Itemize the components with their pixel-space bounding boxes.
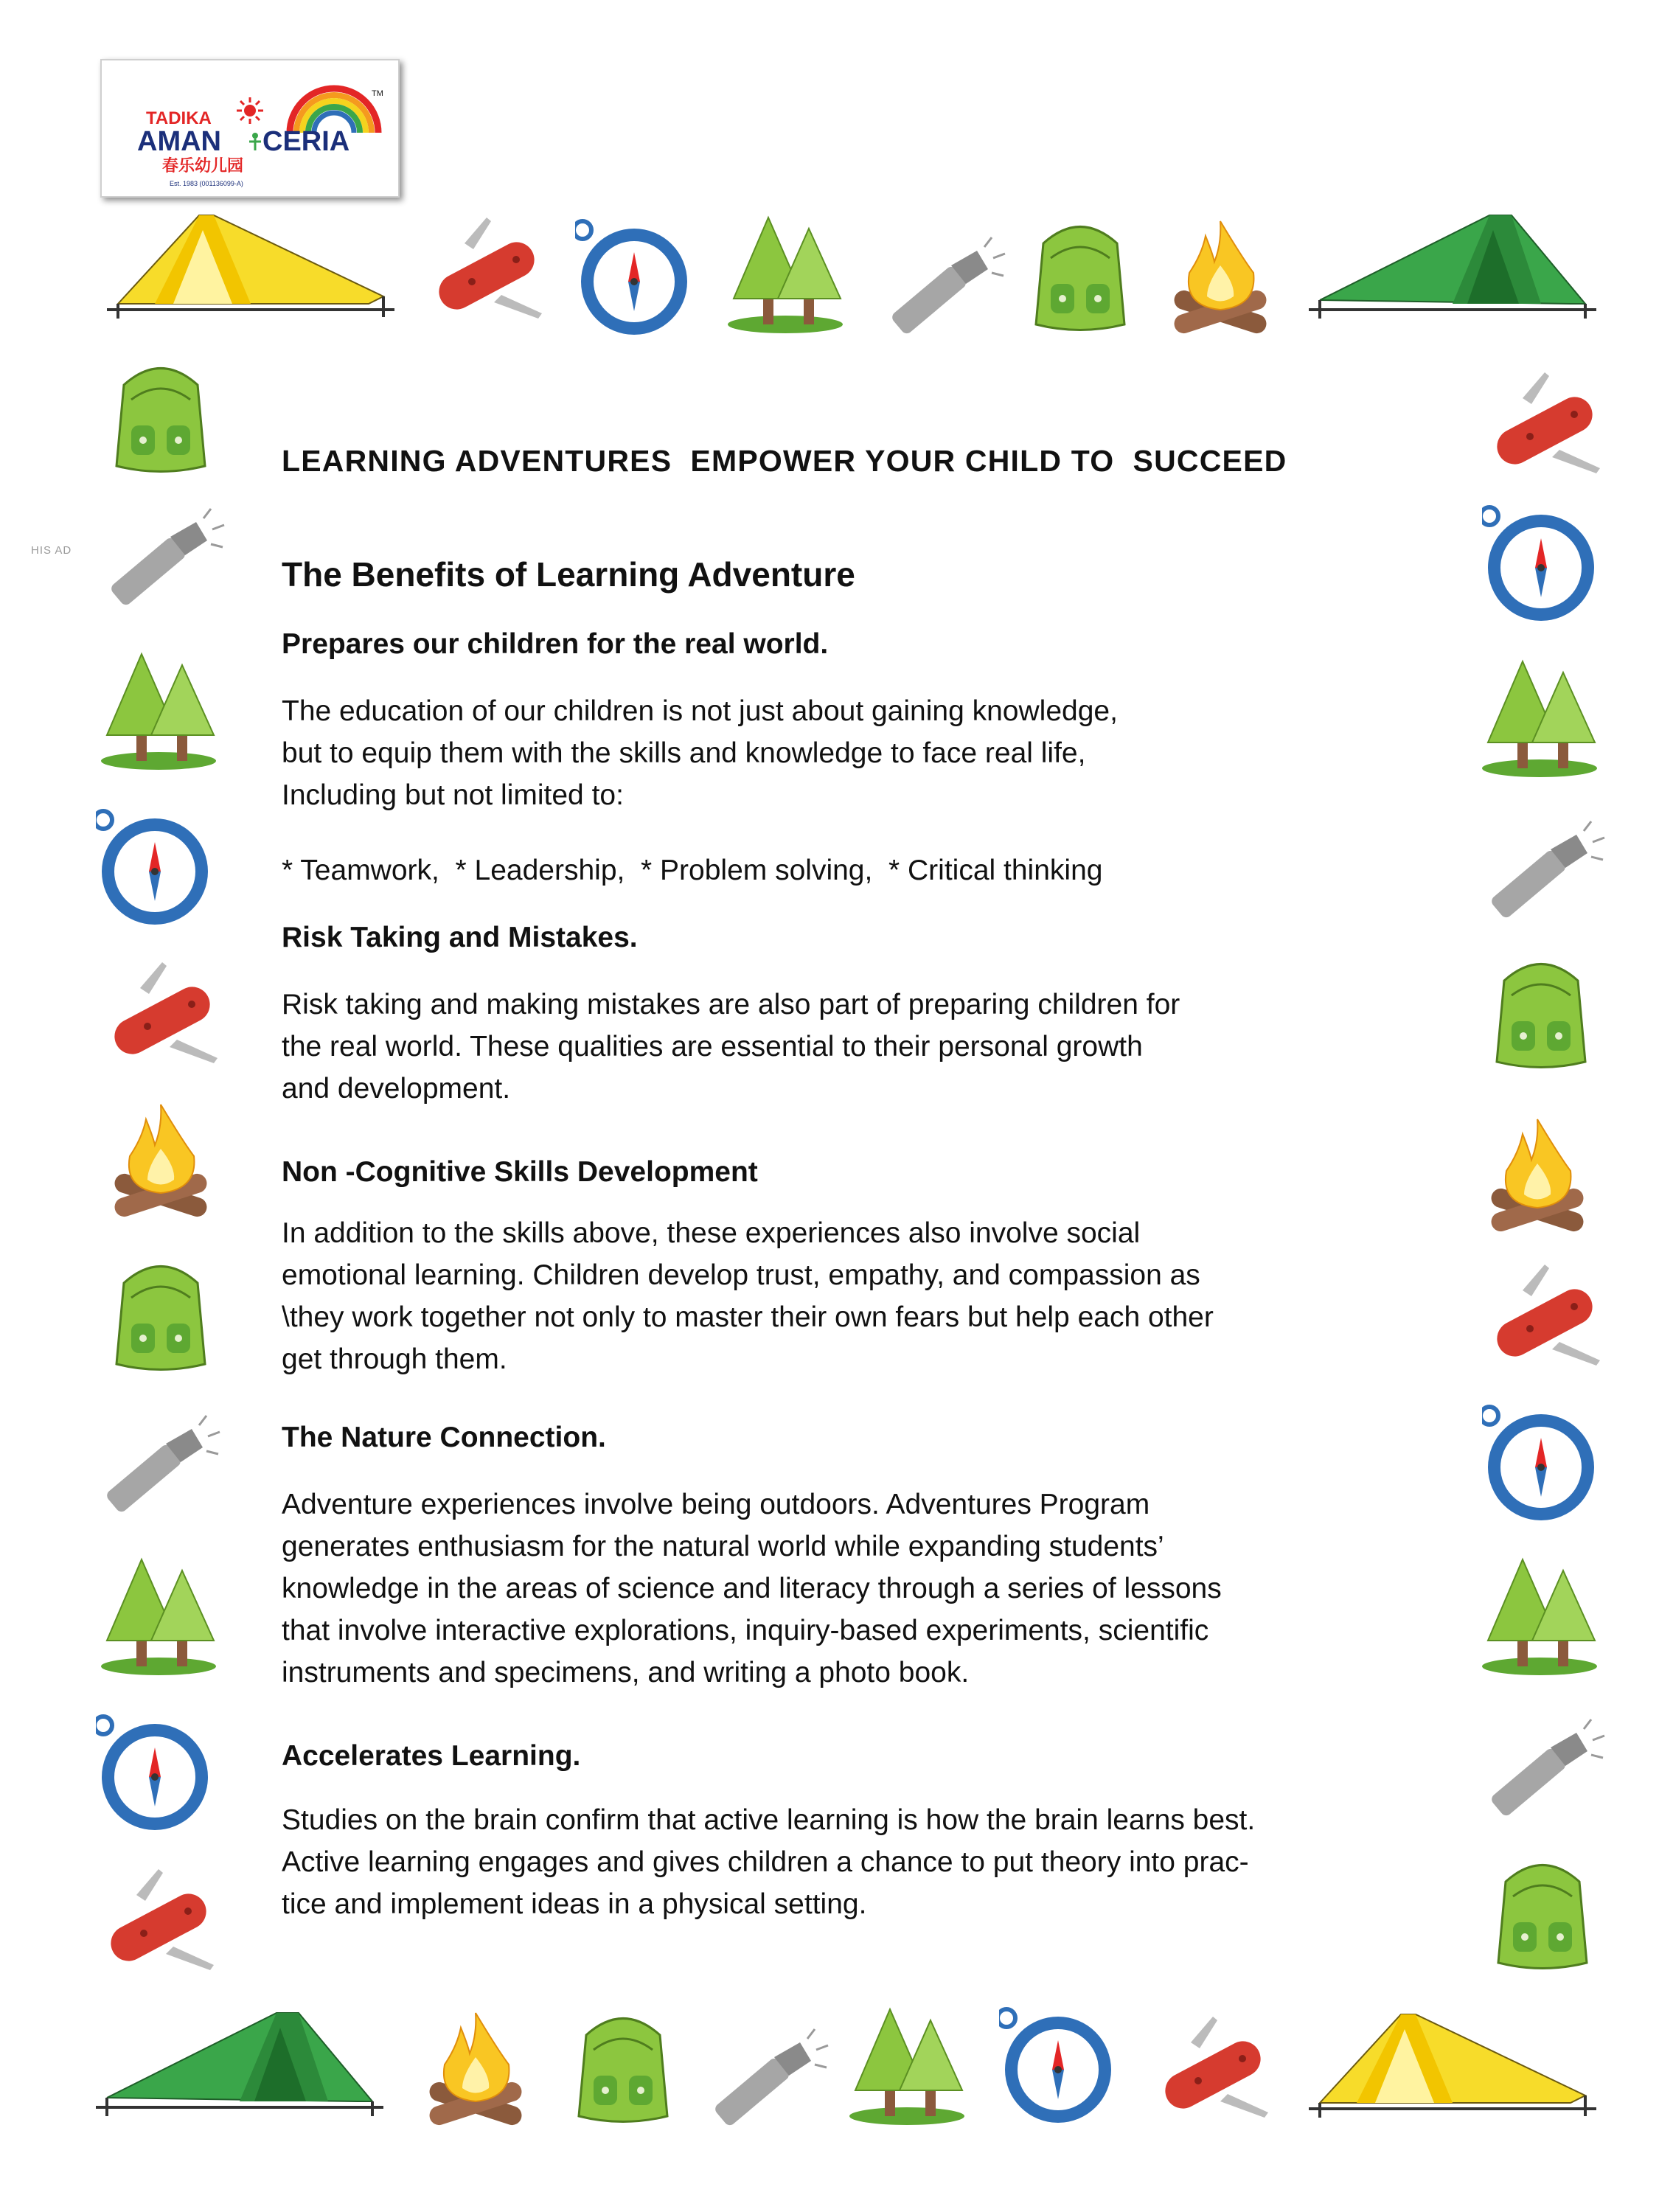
section-heading-non-cognitive: Non -Cognitive Skills Development	[282, 1156, 758, 1188]
pocket-knife-icon	[420, 214, 546, 324]
section-heading-nature: The Nature Connection.	[282, 1422, 606, 1453]
logo-chinese: 春乐幼儿园	[162, 157, 244, 175]
body-line: Including but not limited to:	[282, 779, 624, 811]
backpack-icon	[102, 355, 220, 481]
body-line: \they work together not only to master their own fears but help each other	[282, 1301, 1214, 1333]
body-line: but to equip them with the skills and knowledge to face real life,	[282, 737, 1086, 769]
pine-trees-icon	[848, 2006, 970, 2131]
flashlight-icon	[1481, 820, 1606, 931]
backpack-icon	[102, 1253, 220, 1379]
body-line: and development.	[282, 1073, 511, 1105]
body-line: the real world. These qualities are essential to their personal growth	[282, 1031, 1143, 1062]
body-line: generates enthusiasm for the natural world while expanding students’	[282, 1531, 1164, 1562]
logo-line1: TADIKA	[146, 108, 212, 128]
backpack-icon	[564, 2006, 682, 2131]
compass-icon	[575, 214, 697, 339]
section-heading-real-world: Prepares our children for the real world.	[282, 628, 829, 660]
flashlight-icon	[1481, 1718, 1606, 1829]
compass-icon	[1482, 500, 1604, 625]
body-line: that involve interactive explorations, inquiry-based experiments, scientific	[282, 1615, 1209, 1646]
flashlight-icon	[96, 1414, 221, 1525]
tent-green-icon	[92, 1998, 387, 2120]
body-line: Adventure experiences involve being outdoors. Adventures Program	[282, 1489, 1150, 1520]
pine-trees-icon	[100, 1556, 221, 1681]
compass-icon	[96, 1709, 218, 1834]
body-line: instruments and specimens, and writing a photo book.	[282, 1657, 970, 1688]
section-body-accelerates	[282, 1799, 1432, 1925]
section-body-non-cognitive	[282, 1212, 1432, 1380]
pine-trees-icon	[100, 650, 221, 776]
backpack-icon	[1484, 1852, 1601, 1978]
compass-icon	[96, 804, 218, 929]
compass-icon	[1482, 1399, 1604, 1525]
logo-tm: TM	[372, 89, 383, 98]
backpack-icon	[1482, 951, 1600, 1077]
flashlight-icon	[881, 236, 1006, 347]
body-line: Risk taking and making mistakes are also part of preparing children for	[282, 989, 1180, 1020]
pocket-knife-icon	[96, 959, 221, 1069]
compass-icon	[999, 2002, 1121, 2127]
flashlight-icon	[704, 2028, 830, 2138]
body-line: Studies on the brain confirm that active learning is how the brain learns best.	[282, 1804, 1256, 1836]
campfire-icon	[417, 2006, 538, 2131]
campfire-icon	[102, 1097, 223, 1222]
section-heading-risk: Risk Taking and Mistakes.	[282, 922, 638, 953]
main-title: LEARNING ADVENTURES EMPOWER YOUR CHILD TO SUCCEED	[282, 444, 1287, 478]
logo-line2: AMAN	[137, 126, 221, 157]
campfire-icon	[1478, 1112, 1600, 1237]
backpack-icon	[1021, 214, 1139, 339]
tent-green-icon	[1305, 201, 1600, 322]
pocket-knife-icon	[92, 1865, 218, 1976]
pine-trees-icon	[726, 214, 848, 339]
body-line: tice and implement ideas in a physical setting.	[282, 1888, 867, 1920]
section-body-risk	[282, 984, 1432, 1110]
body-line: In addition to the skills above, these experiences also involve social	[282, 1217, 1141, 1249]
pocket-knife-icon	[1147, 2013, 1272, 2124]
flashlight-icon	[100, 507, 226, 618]
pine-trees-icon	[1481, 658, 1602, 783]
tent-yellow-icon	[1305, 2000, 1600, 2121]
section-body-real-world	[282, 690, 1432, 816]
pocket-knife-icon	[1478, 1261, 1604, 1371]
body-line: knowledge in the areas of science and literacy through a series of lessons	[282, 1573, 1222, 1604]
body-line: The education of our children is not just about gaining knowledge,	[282, 695, 1118, 727]
section-heading-accelerates: Accelerates Learning.	[282, 1740, 581, 1772]
body-line: get through them.	[282, 1343, 507, 1375]
tent-yellow-icon	[103, 201, 398, 322]
body-line: emotional learning. Children develop trust, empathy, and compassion as	[282, 1259, 1200, 1291]
body-line: Active learning engages and gives children a chance to put theory into prac-	[282, 1846, 1249, 1878]
section-body-nature	[282, 1484, 1432, 1694]
pocket-knife-icon	[1478, 369, 1604, 479]
logo-line3: CERIA	[262, 126, 350, 157]
logo-est: Est. 1983 (001136099-A)	[170, 180, 243, 187]
skills-list: * Teamwork, * Leadership, * Problem solving, * Critical thinking	[282, 855, 1103, 886]
side-note: HIS AD	[31, 544, 72, 557]
campfire-icon	[1161, 214, 1283, 339]
subtitle: The Benefits of Learning Adventure	[282, 555, 855, 594]
school-logo	[100, 59, 400, 198]
pine-trees-icon	[1481, 1556, 1602, 1681]
